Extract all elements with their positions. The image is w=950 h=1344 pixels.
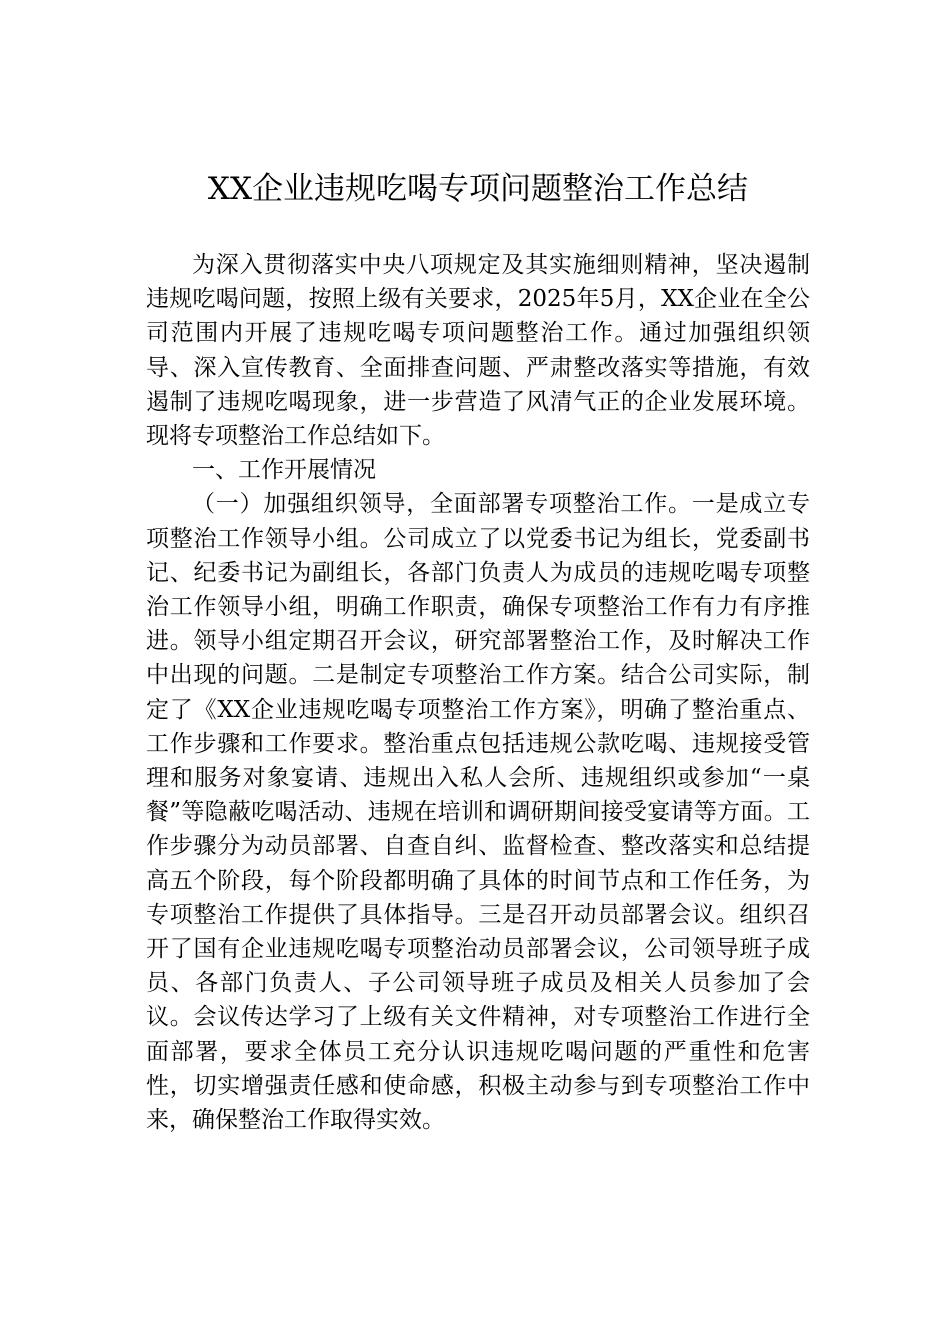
document-title: XX企业违规吃喝专项问题整治工作总结 [207, 171, 749, 207]
intro-paragraph: 为深入贯彻落实中央八项规定及其实施细则精神，坚决遏制违规吃喝问题，按照上级有关要求，2025年5月，XX企业在全公司范围内开展了违规吃喝专项问题整治工作。通过加强组织领导、深入宣传教育、全面排查问题、严肃整改落实等措施，有效遏制了违规吃喝现象，进一步营造了风清气正的企业发展环境。现将专项整治工作总结如下。 [146, 252, 810, 450]
body-paragraph: （一）加强组织领导，全面部署专项整治工作。一是成立专项整治工作领导小组。公司成立了以党委书记为组长，党委副书记、纪委书记为副组长，各部门负责人为成员的违规吃喝专项整治工作领导小组，明确工作职责，确保专项整治工作有力有序推进。领导小组定期召开会议，研究部署整治工作，及时解决工作中出现的问题。二是制定专项整治工作方案。结合公司实际，制定了《XX企业违规吃喝专项整治工作方案》，明确了整治重点、工作步骤和工作要求。整治重点包括违规公款吃喝、违规接受管理和服务对象宴请、违规出入私人会所、违规组织或参加“一桌餐”等隐蔽吃喝活动、违规在培训和调研期间接受宴请等方面。工作步骤分为动员部署、自查自纠、监督检查、整改落实和总结提高五个阶段，每个阶段都明确了具体的时间节点和工作任务，为专项整治工作提供了具体指导。三是召开动员部署会议。组织召开了国有企业违规吃喝专项整治动员部署会议，公司领导班子成员、各部门负责人、子公司领导班子成员及相关人员参加了会议。会议传达学习了上级有关文件精神，对专项整治工作进行全面部署，要求全体员工充分认识违规吃喝问题的严重性和危害性，切实增强责任感和使命感，积极主动参与到专项整治工作中来，确保整治工作取得实效。 [146, 491, 810, 1134]
document-page [146, 160, 810, 1137]
section-heading: 一、工作开展情况 [192, 457, 376, 484]
